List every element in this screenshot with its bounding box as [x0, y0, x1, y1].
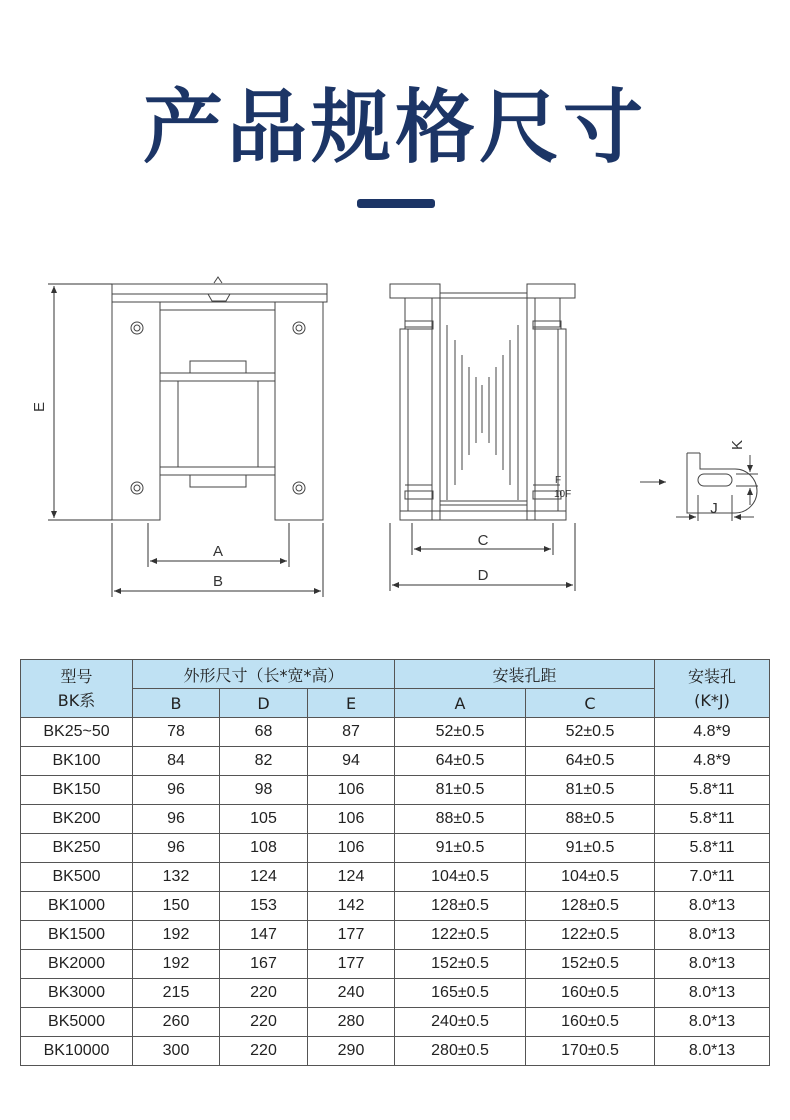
cell-A: 104±0.5	[395, 863, 526, 892]
table-row	[21, 892, 770, 921]
cell-E: 106	[308, 776, 395, 805]
cell-E: 280	[308, 1008, 395, 1037]
cell-C: 152±0.5	[526, 950, 655, 979]
cell-model: BK3000	[21, 979, 133, 1008]
cell-A: 165±0.5	[395, 979, 526, 1008]
dimension-drawing-svg	[0, 255, 790, 605]
cell-hole: 7.0*11	[655, 863, 770, 892]
cell-model: BK1000	[21, 892, 133, 921]
cell-hole: 5.8*11	[655, 834, 770, 863]
cell-hole: 8.0*13	[655, 892, 770, 921]
cell-model: BK5000	[21, 1008, 133, 1037]
cell-E: 124	[308, 863, 395, 892]
cell-hole: 8.0*13	[655, 1037, 770, 1066]
table-row	[21, 863, 770, 892]
table-row	[21, 1008, 770, 1037]
side-view	[390, 284, 575, 520]
cell-A: 64±0.5	[395, 747, 526, 776]
label-K: K	[729, 439, 746, 451]
cell-B: 260	[133, 1008, 220, 1037]
label-J: J	[710, 500, 718, 517]
cell-model: BK500	[21, 863, 133, 892]
cell-E: 87	[308, 718, 395, 747]
table-row	[21, 747, 770, 776]
cell-A: 280±0.5	[395, 1037, 526, 1066]
cell-C: 88±0.5	[526, 805, 655, 834]
cell-E: 177	[308, 950, 395, 979]
header-model-line1: 型号	[60, 666, 93, 686]
dimension-drawing	[0, 255, 790, 605]
cell-B: 84	[133, 747, 220, 776]
table-row	[21, 979, 770, 1008]
label-E: E	[31, 401, 48, 413]
table-row	[21, 718, 770, 747]
cell-model: BK150	[21, 776, 133, 805]
cell-B: 96	[133, 805, 220, 834]
cell-C: 52±0.5	[526, 718, 655, 747]
front-view-dimensions	[48, 284, 323, 597]
cell-D: 220	[220, 979, 308, 1008]
header-col-A: A	[395, 689, 526, 718]
cell-E: 142	[308, 892, 395, 921]
cell-D: 68	[220, 718, 308, 747]
label-D: D	[477, 567, 489, 584]
table-row	[21, 776, 770, 805]
cell-B: 78	[133, 718, 220, 747]
cell-hole: 8.0*13	[655, 979, 770, 1008]
header-hole-distance: 安装孔距	[395, 660, 655, 689]
cell-model: BK2000	[21, 950, 133, 979]
cell-C: 160±0.5	[526, 979, 655, 1008]
header-model-line2: BK系	[57, 690, 96, 710]
cell-hole: 4.8*9	[655, 718, 770, 747]
table-row	[21, 950, 770, 979]
cell-hole: 4.8*9	[655, 747, 770, 776]
cell-D: 167	[220, 950, 308, 979]
header-col-E: E	[308, 689, 395, 718]
label-B: B	[212, 573, 224, 590]
header-col-C: C	[526, 689, 655, 718]
cell-D: 82	[220, 747, 308, 776]
cell-D: 124	[220, 863, 308, 892]
cell-A: 52±0.5	[395, 718, 526, 747]
cell-E: 290	[308, 1037, 395, 1066]
table-row	[21, 834, 770, 863]
cell-D: 153	[220, 892, 308, 921]
title-underline	[357, 199, 435, 208]
cell-A: 81±0.5	[395, 776, 526, 805]
cell-model: BK25~50	[21, 718, 133, 747]
label-F: F	[555, 475, 562, 486]
cell-E: 240	[308, 979, 395, 1008]
cell-model: BK100	[21, 747, 133, 776]
header-hole	[655, 660, 770, 718]
cell-B: 192	[133, 921, 220, 950]
cell-B: 150	[133, 892, 220, 921]
cell-B: 192	[133, 950, 220, 979]
cell-D: 220	[220, 1037, 308, 1066]
cell-A: 122±0.5	[395, 921, 526, 950]
header-hole-line1: 安装孔	[688, 666, 737, 686]
cell-D: 105	[220, 805, 308, 834]
cell-model: BK250	[21, 834, 133, 863]
table-row	[21, 1037, 770, 1066]
cell-B: 300	[133, 1037, 220, 1066]
cell-B: 96	[133, 776, 220, 805]
cell-C: 122±0.5	[526, 921, 655, 950]
cell-model: BK200	[21, 805, 133, 834]
cell-model: BK10000	[21, 1037, 133, 1066]
spec-table-body	[21, 718, 770, 1066]
cell-D: 220	[220, 1008, 308, 1037]
label-A: A	[212, 543, 224, 560]
mounting-hole-detail	[640, 453, 758, 521]
cell-hole: 8.0*13	[655, 921, 770, 950]
cell-E: 106	[308, 805, 395, 834]
cell-A: 88±0.5	[395, 805, 526, 834]
header-col-B: B	[133, 689, 220, 718]
cell-E: 94	[308, 747, 395, 776]
header-model	[21, 660, 133, 718]
cell-C: 128±0.5	[526, 892, 655, 921]
spec-table	[20, 659, 770, 1066]
cell-D: 98	[220, 776, 308, 805]
cell-C: 64±0.5	[526, 747, 655, 776]
cell-B: 215	[133, 979, 220, 1008]
table-row	[21, 805, 770, 834]
cell-D: 147	[220, 921, 308, 950]
header-col-D: D	[220, 689, 308, 718]
cell-hole: 5.8*11	[655, 805, 770, 834]
cell-C: 170±0.5	[526, 1037, 655, 1066]
cell-model: BK1500	[21, 921, 133, 950]
cell-hole: 8.0*13	[655, 1008, 770, 1037]
cell-C: 160±0.5	[526, 1008, 655, 1037]
cell-B: 132	[133, 863, 220, 892]
cell-A: 128±0.5	[395, 892, 526, 921]
cell-B: 96	[133, 834, 220, 863]
label-10F: 10F	[554, 489, 572, 500]
cell-C: 91±0.5	[526, 834, 655, 863]
cell-A: 152±0.5	[395, 950, 526, 979]
page-title: 产品规格尺寸	[143, 81, 647, 174]
table-row	[21, 921, 770, 950]
header-outer-dims: 外形尺寸（长*宽*高）	[133, 660, 395, 689]
cell-E: 177	[308, 921, 395, 950]
cell-C: 81±0.5	[526, 776, 655, 805]
cell-hole: 8.0*13	[655, 950, 770, 979]
cell-C: 104±0.5	[526, 863, 655, 892]
cell-hole: 5.8*11	[655, 776, 770, 805]
cell-E: 106	[308, 834, 395, 863]
cell-D: 108	[220, 834, 308, 863]
label-C: C	[477, 532, 489, 549]
cell-A: 91±0.5	[395, 834, 526, 863]
header-hole-line2: (K*J)	[694, 690, 730, 710]
front-view	[112, 277, 327, 520]
cell-A: 240±0.5	[395, 1008, 526, 1037]
